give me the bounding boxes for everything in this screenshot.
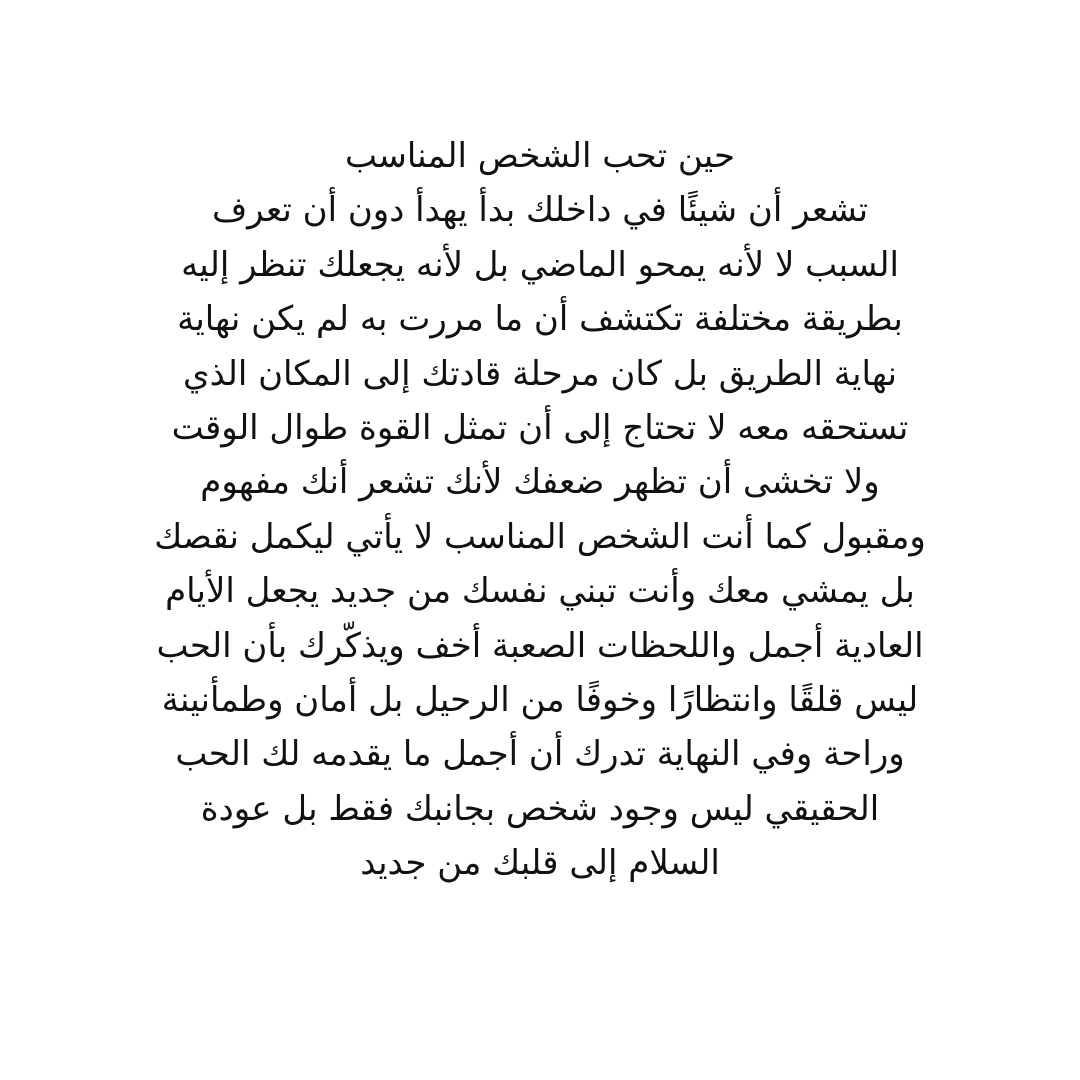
- poem-line: السبب لا لأنه يمحو الماضي بل لأنه يجعلك تنظر إليه: [181, 244, 899, 285]
- poem-line: تشعر أن شيئًا في داخلك بدأ يهدأ دون أن تعرف: [211, 190, 869, 231]
- poem-text: [0, 129, 1080, 890]
- poem-line: نهاية الطريق بل كان مرحلة قادتك إلى المكان الذي: [183, 353, 897, 394]
- poem-line: الحقيقي ليس وجود شخص بجانبك فقط بل عودة: [200, 788, 880, 829]
- poem-line: السلام إلى قلبك من جديد: [360, 843, 720, 884]
- poem-line: ولا تخشى أن تظهر ضعفك لأنك تشعر أنك مفهوم: [200, 462, 880, 503]
- poem-line: ومقبول كما أنت الشخص المناسب لا يأتي ليكمل نقصك: [154, 516, 926, 557]
- poem-line: بطريقة مختلفة تكتشف أن ما مررت به لم يكن نهاية: [177, 299, 903, 340]
- poem-line: ليس قلقًا وانتظارًا وخوفًا من الرحيل بل أمان وطمأنينة: [161, 679, 919, 720]
- poem-line: بل يمشي معك وأنت تبني نفسك من جديد يجعل الأيام: [165, 571, 915, 612]
- poem-line: تستحقه معه لا تحتاج إلى أن تمثل القوة طوال الوقت: [171, 407, 909, 448]
- poem-line: وراحة وفي النهاية تدرك أن أجمل ما يقدمه لك الحب: [175, 734, 905, 775]
- poem-line: العادية أجمل واللحظات الصعبة أخف ويذكّرك بأن الحب: [156, 625, 924, 666]
- poem-title: حين تحب الشخص المناسب: [344, 136, 736, 176]
